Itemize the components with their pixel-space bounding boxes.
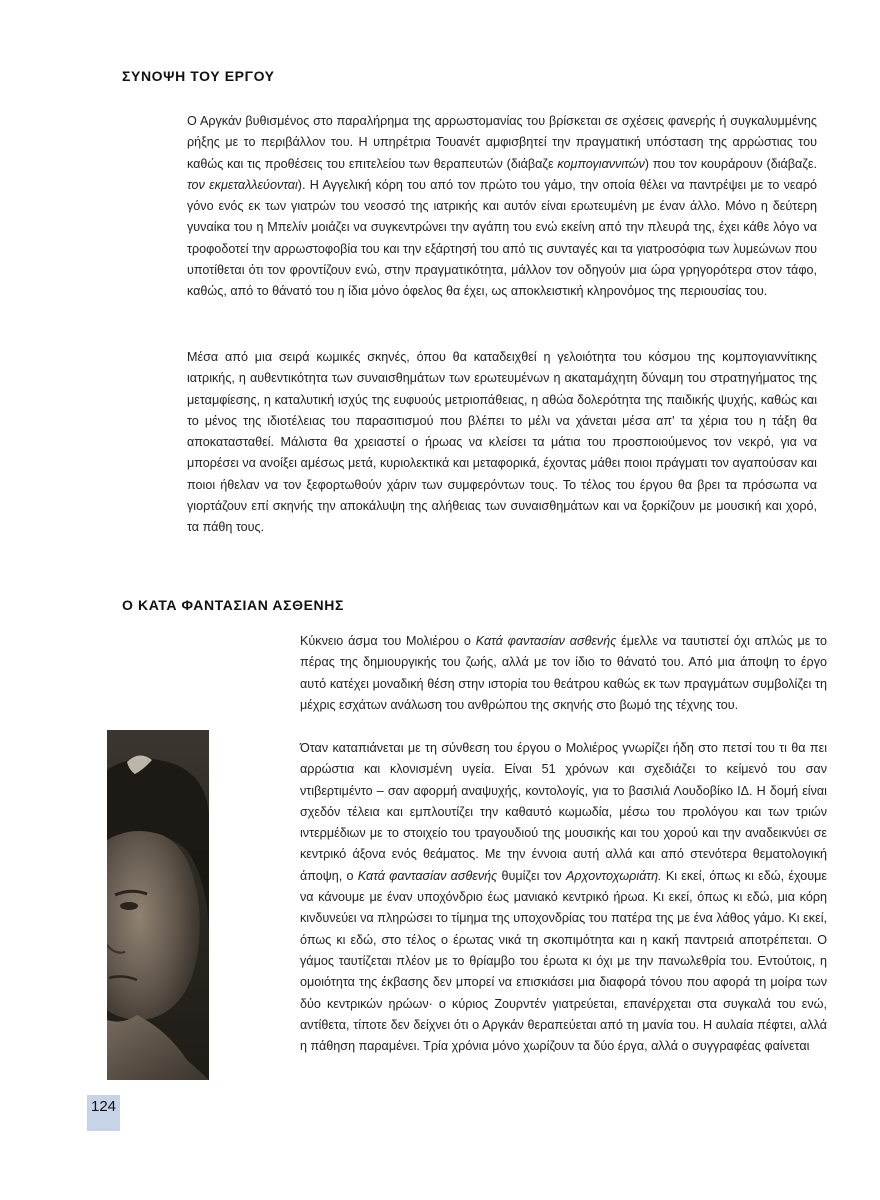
actor-portrait-image — [107, 730, 209, 1080]
italic-title-text: Κατά φαντασίαν ασθενής — [475, 634, 617, 648]
italic-title-text: Αρχοντοχωριάτη. — [565, 868, 662, 883]
body-text: ). Η Αγγελική κόρη του από τον πρώτο του γάμο, την οποία θέλει να παντρέψει με το νεαρό γόνο ενός εκ των γιατρών του νεοσσό της ιατρικής και αυτόν είναι ερωτευμένη με έναν άλλο. Μόνο η δεύτερη γυναίκα του η Μπελίν μοιάζει να συγκεντρώνει την αγάπη του ενώ εκείνη από την πλευρά της, έχει κάθε λόγο να τροφοδοτεί την αρρωστοφοβία του και την εξάρτησή του από τις συνταγές και τα γιατροσόφια των λυμεώνων που υποτίθεται ότι τον φροντίζουν ενώ, στην πραγματικότητα, μάλλον τον οδηγούν μια ώρα γρηγορότερα στον τάφο, καθώς, από το θάνατό του η ίδια μόνο όφελος θα έχει, ως αποκλειστική κληρονόμος της περιουσίας του. — [187, 177, 817, 299]
section-title-synopsis: ΣΥΝΟΨΗ ΤΟΥ ΕΡΓΟΥ — [122, 68, 275, 84]
italic-title-text: κομπογιαννιτών — [557, 156, 645, 171]
section-title-imaginary-invalid: Ο ΚΑΤΑ ΦΑΝΤΑΣΙΑΝ ΑΣΘΕΝΗΣ — [122, 597, 344, 613]
body-text: Όταν καταπιάνεται με τη σύνθεση του έργου ο Μολιέρος γνωρίζει ήδη στο πετσί του τι θα πει αρρώστια και κλονισμένη υγεία. Είναι 51 χρόνων και σχεδιάζει το κείμενό του σαν ντιβερτιμέντο – σαν αφορμή αναψυχής, κοντολογίς, για το βασιλιά Λουδοβίκο ΙΔ. Η δομή είναι σχεδόν τέλεια και εμπλουτίζει την καθαυτό κωμωδία, μέσω του προλόγου και των τριών ιντερμέδιων με το στοιχείο του τραγουδιού της μουσικής και του χορού και την αναδεικνύει σε κεντρικό άξονα ενός θεάματος. Με την έννοια αυτή αλλά και από στενότερα θεματολογική άποψη, ο — [300, 741, 827, 883]
body-text: Κύκνειο άσμα του Μολιέρου ο — [300, 634, 476, 648]
synopsis-paragraph-2 — [187, 347, 817, 539]
body-text: ) που τον κουράρουν (διάβαζε. — [644, 156, 818, 171]
body-text: θυμίζει τον — [497, 868, 566, 883]
italic-title-text: τον εκμεταλλεύονται — [187, 177, 298, 192]
play-paragraph-2 — [300, 738, 827, 1057]
body-text: Μέσα από μια σειρά κωμικές σκηνές, όπου θα καταδειχθεί η γελοιότητα του κόσμου της κομπογιαννίτικης ιατρικής, η αυθεντικότητα των συναισθημάτων των ερωτευμένων η ακαταμάχητη δύναμη του στρατηγήματος της μεταμφίεσης, η καταλυτική ισχύς της ευφυούς μετριοπάθειας, η αθώα δολερότητα της παιδικής ψυχής, καθώς και το μένος της ιδιοτέλειας του παρασιτισμού που βλέπει το μέλι να χάνεται μέσα απ' τα χέρια του η τάξη θα αποκατασταθεί. Μάλιστα θα χρειαστεί ο ήρωας να κλείσει τα μάτια του προσποιούμενος τον νεκρό, για να μπορέσει να ανοίξει αμέσως μετά, κυριολεκτικά και μεταφορικά, έχοντας μάθει ποιοι πράγματι τον αγαπούσαν και ποιοι ήθελαν να τον ξεφορτωθούν χάριν των συμφερόντων τους. Το τέλος του έργου θα βρει τα πρόσωπα να γιορτάζουν επί σκηνής την αποκάλυψη της αλήθειας των συναισθημάτων και να ξορκίζουν με μουσική και χορό, τα πάθη τους. — [187, 350, 817, 535]
italic-title-text: Κατά φαντασίαν ασθενής — [357, 868, 498, 883]
synopsis-paragraph-1 — [187, 111, 817, 303]
body-text: Ο Αργκάν βυθισμένος στο παραλήρημα της αρρωστομανίας του βρίσκεται σε σχέσεις φανερής ή συγκαλυμμένης ρήξης με το περιβάλλον του. Η υπηρέτρια Τουανέτ αμφισβητεί την πραγματική υπόσταση της αρρώστιας του καθώς και τις προθέσεις του επιτελείου των θεραπευτών (διάβαζε — [187, 114, 817, 171]
page-number: 124 — [90, 1098, 117, 1115]
play-paragraph-1 — [300, 631, 827, 716]
body-text: Κι εκεί, όπως κι εδώ, έχουμε να κάνουμε με έναν υποχόνδριο έως μανιακό κεντρικό ήρωα. Κι εκεί, όπως κι εδώ, μια κόρη κινδυνεύει να πληρώσει το τίμημα της υποχονδρίας του πατέρα της με ένα λάθος γάμο. Κι εκεί, όπως κι εδώ, στο τέλος ο έρωτας νικά τη σκοπιμότητα και η κακή παντρειά αποτρέπεται. Ο γάμος ταυτίζεται πλέον με το θρίαμβο του έρωτα κι όχι με την πανωλεθρία του. Εντούτοις, η ομοιότητα της έκβασης δεν μπορεί να επισκιάσει μια διαφορά τόνου που αφορά τη μοίρα των δύο κεντρικών ηρώων· ο κύριος Ζουρντέν γιατρεύεται, επανέρχεται στα συγκαλά του ενώ, αντίθετα, τίποτε δεν δείχνει ότι ο Αργκάν θεραπεύεται από τη μανία του. Η αυλαία πέφτει, αλλά η πάθηση παραμένει. Τρία χρόνια μόνο χωρίζουν τα δύο έργα, αλλά ο συγγραφέας φαίνεται — [300, 868, 827, 1054]
body-text: έμελλε να ταυτιστεί όχι απλώς με το πέρας της δημιουργικής του ζωής, αλλά με τον ίδιο το θάνατό του. Από μια άποψη το έργο αυτό κατέχει μοναδική θέση στην ιστορία του θεάτρου καθώς εκ των πραγμάτων συμβολίζει τη μέχρις εσχάτων ανάλωση του ανθρώπου της σκηνής στο βωμό της τέχνης του. — [300, 634, 827, 712]
page-number-box — [87, 1095, 120, 1131]
